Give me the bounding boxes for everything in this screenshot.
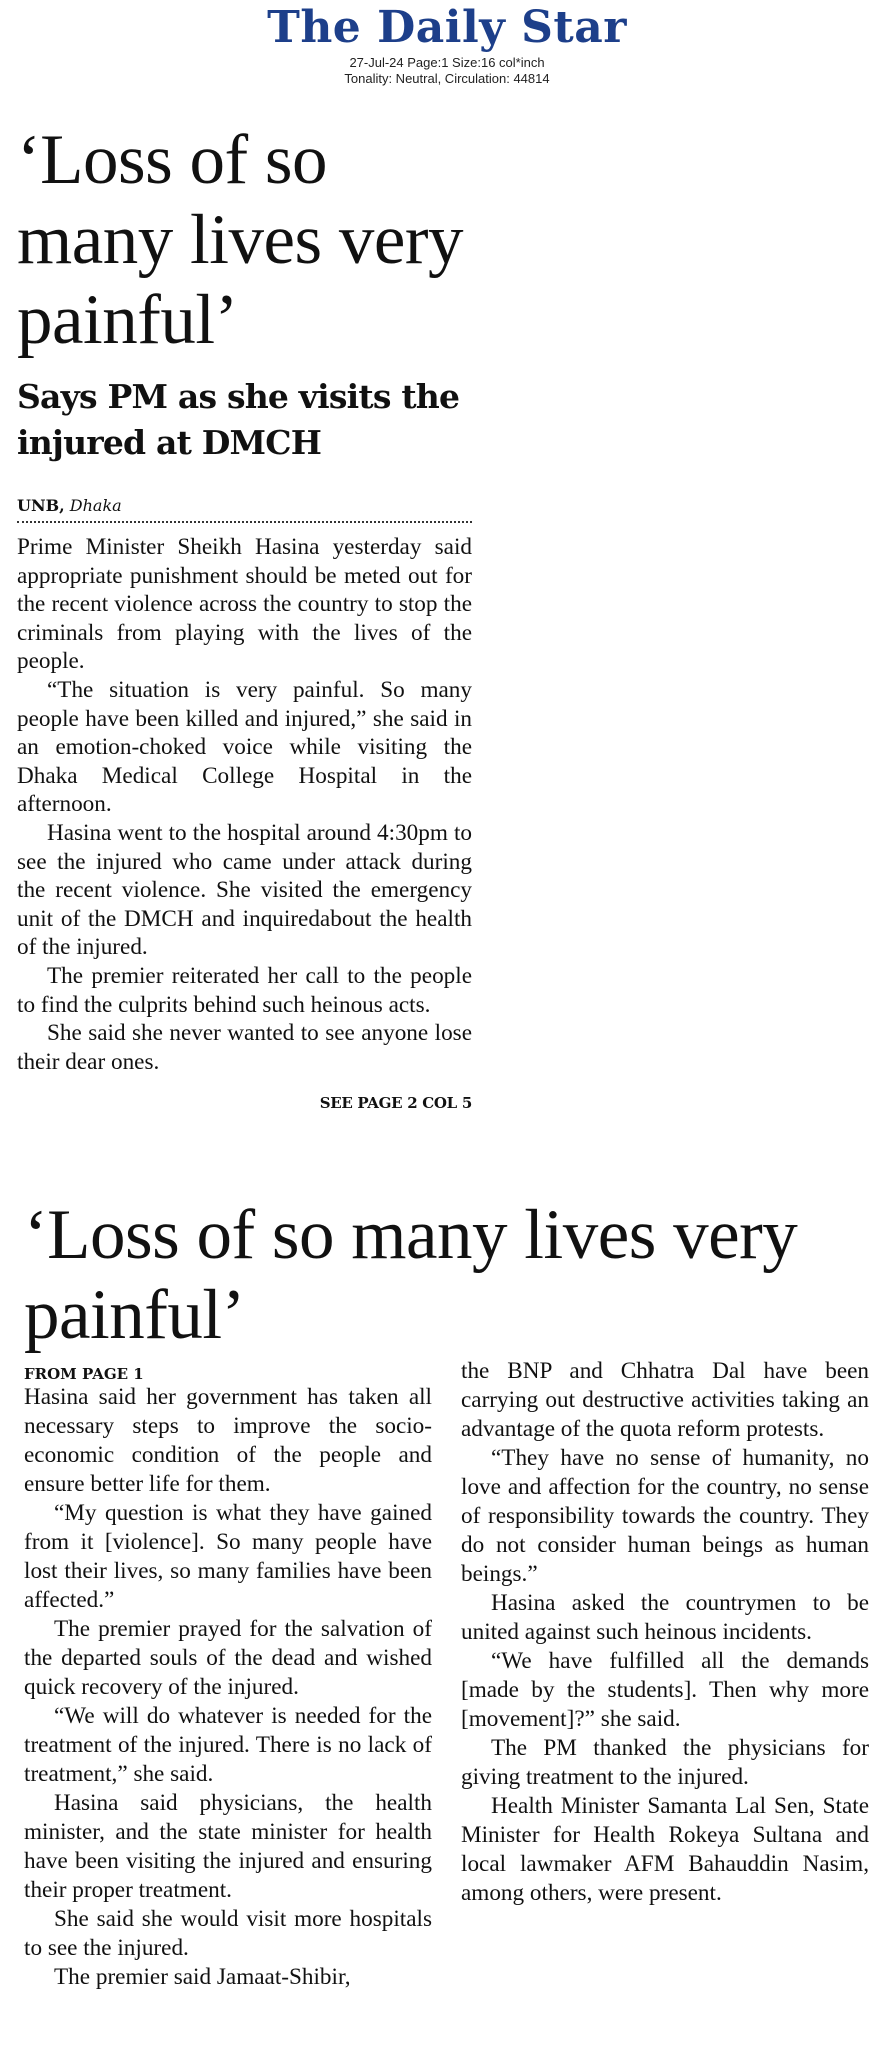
byline-place: Dhaka (69, 496, 122, 515)
left-column (24, 1365, 432, 1992)
see-page-jump: SEE PAGE 2 COL 5 (319, 1094, 472, 1113)
continuation-columns (24, 1358, 869, 1992)
left-paragraph: “We will do whatever is needed for the treatment of the injured. There is no lack of treatment,” she said. (24, 1703, 432, 1787)
front-page-article (17, 120, 472, 1112)
from-page-jump: FROM PAGE 1 (24, 1365, 144, 1383)
front-paragraph: Hasina went to the hospital around 4:30pm to see the injured who came under attack during the recent violence. She visited the emergency unit of the DMCH and inquiredabout the health of the injured. (17, 819, 472, 961)
right-paragraph: “We have fulfilled all the demands [made by the students]. Then why more [movement]?” she said. (461, 1648, 869, 1732)
left-paragraph: Hasina said physicians, the health minister, and the state minister for health have been visiting the injured and ensuring their proper treatment. (24, 1790, 432, 1903)
front-headline: ‘Loss of so many lives very painful’ (17, 121, 463, 359)
masthead (0, 0, 894, 87)
left-paragraph: The premier said Jamaat-Shibir, (54, 1964, 351, 1990)
front-paragraph: The premier reiterated her call to the people to find the culprits behind such heinous acts. (17, 962, 472, 1018)
continuation-article (24, 1195, 869, 1992)
right-column (461, 1357, 869, 1992)
front-paragraph: She said she never wanted to see anyone lose their dear ones. (17, 1020, 472, 1075)
clipping-meta-tonality: Tonality: Neutral, Circulation: 44814 (344, 70, 550, 86)
left-paragraph: The premier prayed for the salvation of the departed souls of the dead and wished quick recovery of the injured. (24, 1616, 432, 1700)
newspaper-logo: The Daily Star (267, 2, 627, 53)
front-subhead: Says PM as she visits the injured at DMCH (17, 377, 460, 462)
right-paragraph: Health Minister Samanta Lal Sen, State Minister for Health Rokeya Sultana and local lawmaker AFM Bahauddin Nasim, among others, were present. (461, 1793, 869, 1906)
left-paragraph: Hasina said her government has taken all necessary steps to improve the socio-economic condition of the people and ensure better life for them. (24, 1384, 432, 1497)
left-paragraph: She said she would visit more hospitals to see the injured. (24, 1906, 432, 1961)
clipping-meta-date: 27-Jul-24 Page:1 Size:16 col*inch (349, 54, 545, 70)
right-paragraph: The PM thanked the physicians for giving treatment to the injured. (461, 1735, 869, 1790)
continuation-headline: ‘Loss of so many lives very painful’ (24, 1196, 798, 1354)
front-paragraph: “The situation is very painful. So many people have been killed and injured,” she said in an emotion-choked voice while visiting the Dhaka Medical College Hospital in the afternoon. (17, 676, 472, 818)
byline-agency: UNB, (17, 496, 65, 515)
right-paragraph: “They have no sense of humanity, no love and affection for the country, no sense of responsibility towards the country. They do not consider human beings as human beings.” (461, 1445, 869, 1587)
left-paragraph: “My question is what they have gained from it [violence]. So many people have lost their lives, so many families have been affected.” (24, 1500, 432, 1613)
front-paragraph: Prime Minister Sheikh Hasina yesterday said appropriate punishment should be meted out for the recent violence across the country to stop the criminals from playing with the lives of the people. (17, 534, 472, 675)
front-body (17, 533, 472, 1076)
right-paragraph: the BNP and Chhatra Dal have been carrying out destructive activities taking an advantage of the quota reform protests. (461, 1358, 869, 1442)
byline (17, 496, 472, 523)
right-paragraph: Hasina asked the countrymen to be united against such heinous incidents. (461, 1590, 869, 1645)
